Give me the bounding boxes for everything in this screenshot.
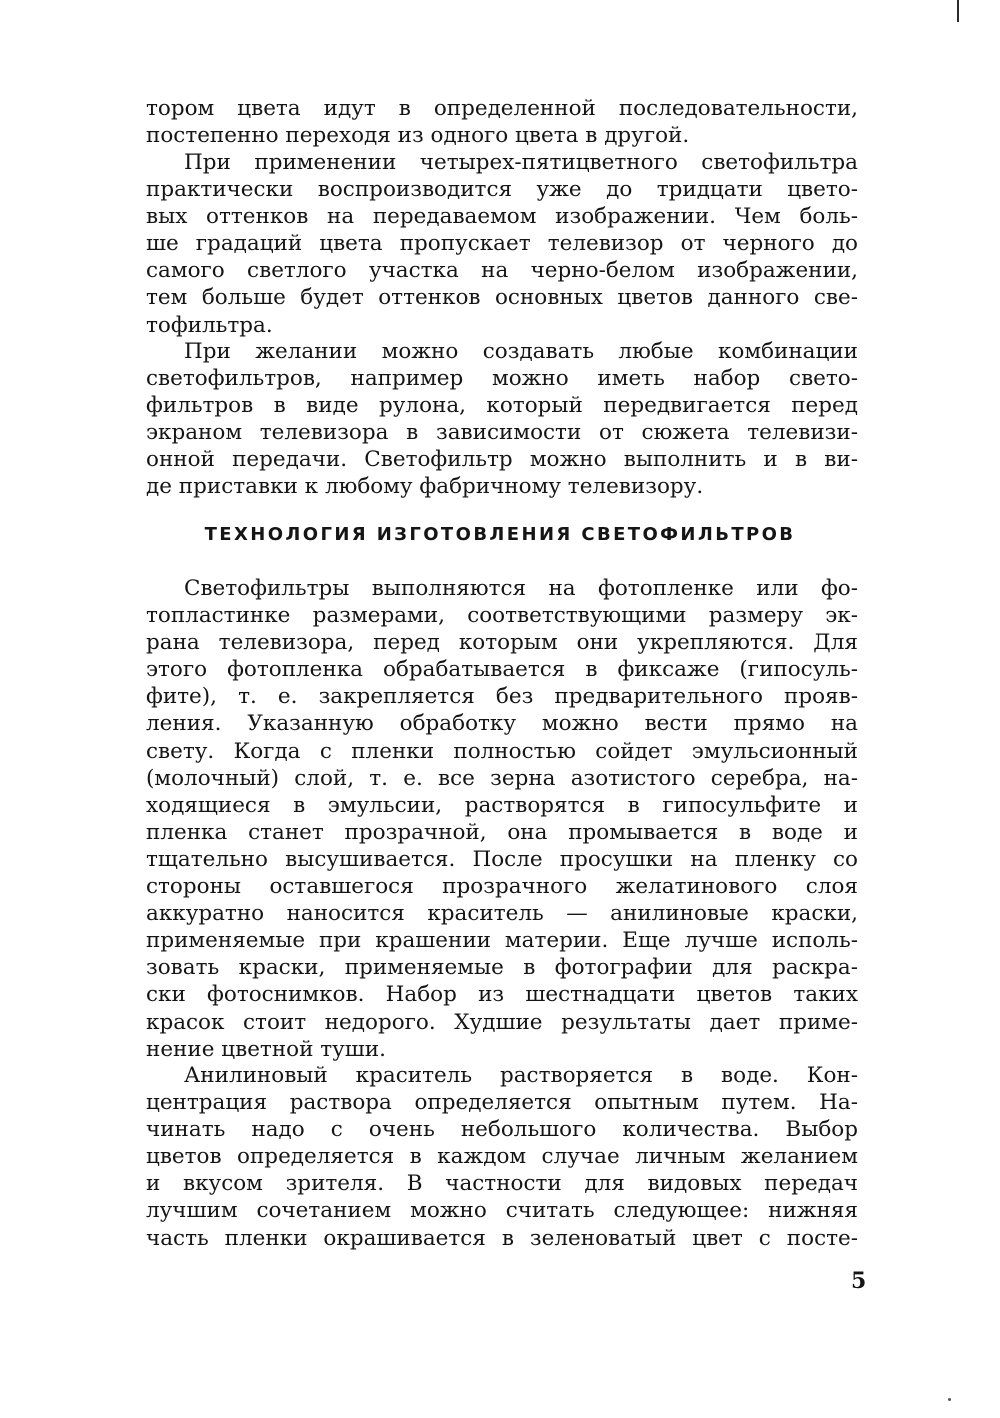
text-line: часть пленки окрашивается в зеленоватый цвет с посте- xyxy=(146,1225,858,1251)
text-line: зовать краски, применяемые в фотографии для раскра- xyxy=(146,955,858,981)
text-line: тщательно высушивается. После просушки на пленку со xyxy=(146,846,858,872)
text-line: ходящиеся в эмульсии, растворятся в гипосульфите и xyxy=(146,792,858,818)
text-line: практически воспроизводится уже до тридцати цвето- xyxy=(146,177,858,203)
paragraph-4 xyxy=(146,575,858,1063)
text-line: самого светлого участка на черно-белом изображении, xyxy=(146,258,858,284)
text-line: лучшим сочетанием можно считать следующее: нижняя xyxy=(146,1198,858,1224)
text-line: тором цвета идут в определенной последовательности, xyxy=(146,96,858,121)
text-line: рана телевизора, перед которым они укрепляются. Для xyxy=(146,630,858,656)
text-line: свету. Когда с пленки полностью сойдет эмульсионный xyxy=(146,738,858,764)
text-line: онной передачи. Светофильтр можно выполнить и в ви- xyxy=(146,447,858,473)
text-line: стороны оставшегося прозрачного желатинового слоя xyxy=(146,874,858,900)
text-line: ше градаций цвета пропускает телевизор от черного до xyxy=(146,231,858,257)
paragraph-1 xyxy=(146,95,858,149)
text-line: и вкусом зрителя. В частности для видовых передач xyxy=(146,1171,858,1197)
text-line: ски фотоснимков. Набор из шестнадцати цветов таких xyxy=(146,982,858,1008)
text-line: красок стоит недорого. Худшие результаты дает приме- xyxy=(146,1009,858,1035)
page-number: 5 xyxy=(851,1268,867,1294)
text-line: чинать надо с очень небольшого количества. Выбор xyxy=(146,1117,858,1143)
text-line: вых оттенков на передаваемом изображении. Чем боль- xyxy=(146,204,858,230)
text-line: ления. Указанную обработку можно вести прямо на xyxy=(146,711,858,737)
text-line: постепенно переходя из одного цвета в другой. xyxy=(146,123,690,149)
text-line: де приставки к любому фабричному телевизору. xyxy=(146,474,704,500)
text-line: пленка станет прозрачной, она промывается в воде и xyxy=(146,819,858,845)
paragraph-3 xyxy=(146,338,858,501)
text-line: (молочный) слой, т. е. все зерна азотистого серебра, на- xyxy=(146,765,858,791)
text-line: тем больше будет оттенков основных цветов данного све- xyxy=(146,285,858,311)
paragraph-2 xyxy=(146,149,858,339)
text-line: фите), т. е. закрепляется без предварительного прояв- xyxy=(146,684,858,710)
text-line: экраном телевизора в зависимости от сюжета телевизи- xyxy=(146,420,858,446)
text-line: При применении четырех-пятицветного светофильтра xyxy=(184,150,858,175)
text-line: центрация раствора определяется опытным путем. На- xyxy=(146,1090,858,1116)
paragraph-5 xyxy=(146,1062,858,1252)
text-line: тофильтра. xyxy=(146,312,273,338)
text-line: применяемые при крашении материи. Еще лучше исполь- xyxy=(146,928,858,954)
text-line: При желании можно создавать любые комбинации xyxy=(184,339,858,364)
text-line: Анилиновый краситель растворяется в воде. Кон- xyxy=(184,1063,858,1088)
scan-edge-mark xyxy=(957,0,959,22)
text-line: светофильтров, например можно иметь набор свето- xyxy=(146,366,858,392)
text-line: нение цветной туши. xyxy=(146,1036,386,1062)
text-line: цветов определяется в каждом случае личным желанием xyxy=(146,1144,858,1170)
text-line: аккуратно наносится краситель — анилиновые краски, xyxy=(146,901,858,927)
scan-speck xyxy=(948,1398,951,1401)
text-line: фильтров в виде рулона, который передвигается перед xyxy=(146,393,858,419)
text-line: топластинке размерами, соответствующими размеру эк- xyxy=(146,603,858,629)
section-heading: ТЕХНОЛОГИЯ ИЗГОТОВЛЕНИЯ СВЕТОФИЛЬТРОВ xyxy=(204,524,796,545)
text-line: Светофильтры выполняются на фотопленке или фо- xyxy=(184,576,858,601)
text-line: этого фотопленка обрабатывается в фиксаже (гипосуль- xyxy=(146,657,858,683)
